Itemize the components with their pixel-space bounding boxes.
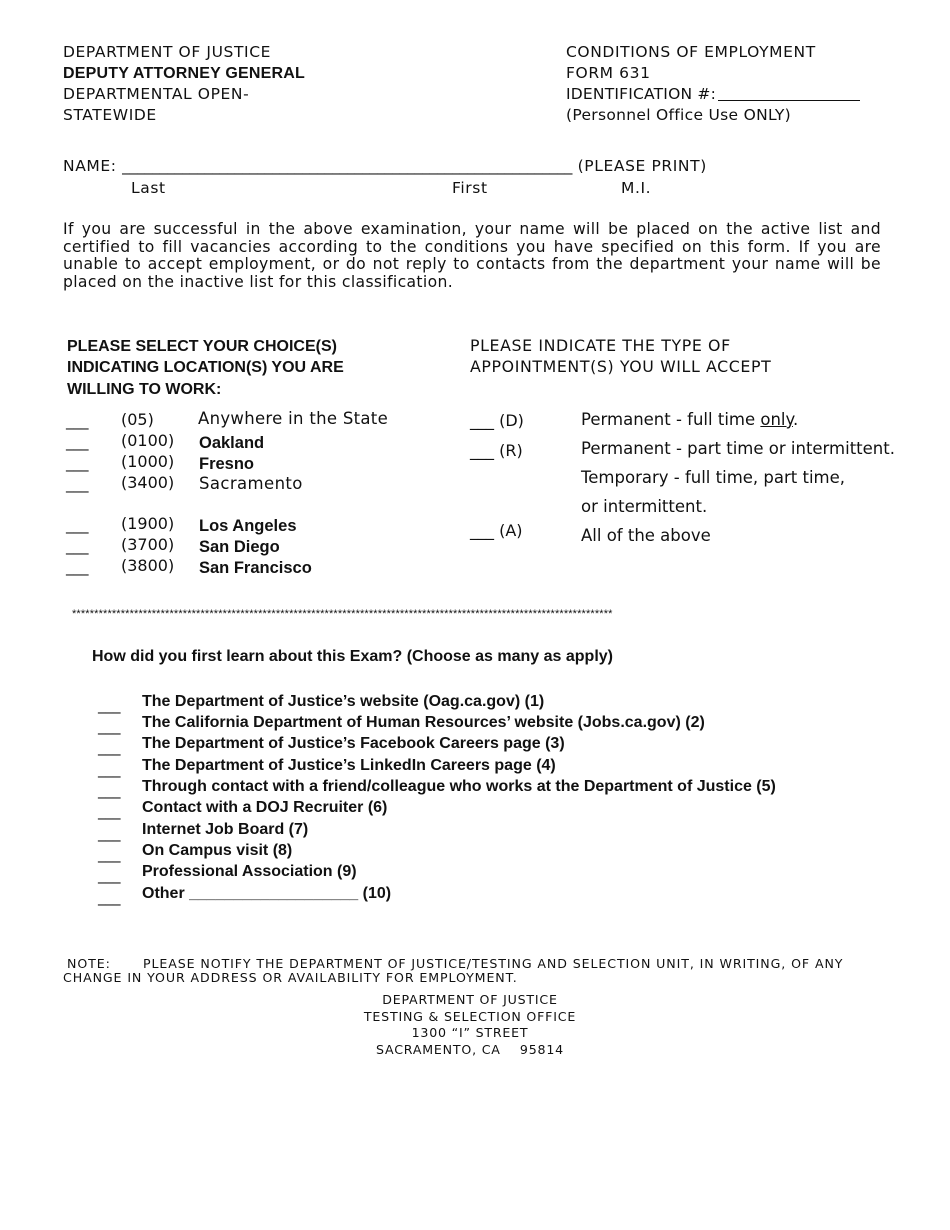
exam-source-question: How did you first learn about this Exam? (Choose as many as apply) [92, 648, 613, 665]
location-name-fresno: Fresno [199, 455, 255, 473]
location-code-fresno: (1000) [121, 452, 175, 471]
identification-label: IDENTIFICATION #: [566, 85, 717, 103]
location-name-san-diego: San Diego [199, 538, 280, 556]
appointment-text-temporary-2: or intermittent. [581, 497, 708, 516]
location-checkbox-oakland[interactable]: ___ [66, 433, 89, 451]
exam-source-checkbox-3[interactable]: ___ [98, 738, 121, 756]
note-line-2: CHANGE IN YOUR ADDRESS OR AVAILABILITY FOR EMPLOYMENT. [63, 970, 518, 985]
department-name: DEPARTMENT OF JUSTICE [63, 43, 272, 61]
address-line-2: TESTING & SELECTION OFFICE [363, 1008, 577, 1024]
location-code-05: (05) [121, 410, 154, 429]
identification-field [566, 84, 860, 105]
address-line-3: 1300 “I” STREET [411, 1025, 529, 1040]
locations-heading-line-2: INDICATING LOCATION(S) YOU ARE [67, 359, 344, 376]
location-name-anywhere: Anywhere in the State [198, 409, 389, 428]
intro-paragraph: If you are successful in the above examination, your name will be placed on the active list and certified to fill vacancies according to the conditions you have specified on this form. If you are unable to accept employment, or do not reply to contacts from the department your name will be placed on the inactive list for this classification. [63, 220, 881, 291]
location-code-san-francisco: (3800) [121, 556, 175, 575]
exam-source-checkbox-9[interactable]: ___ [98, 866, 121, 884]
exam-source-option-4: The Department of Justice’s LinkedIn Careers page (4) [142, 757, 556, 774]
address-line-4: SACRAMENTO, CA 95814 [375, 1041, 564, 1057]
address-block [270, 992, 670, 1058]
exam-source-option-6: Contact with a DOJ Recruiter (6) [142, 799, 388, 816]
exam-source-checkbox-7[interactable]: ___ [98, 824, 121, 842]
location-code-oakland: (0100) [121, 431, 175, 450]
name-input-line[interactable]: ____________________________________________________________ [122, 157, 573, 175]
exam-source-checkbox-10[interactable]: ___ [98, 888, 121, 906]
locations-heading-line-1: PLEASE SELECT YOUR CHOICE(S) [67, 338, 337, 355]
location-name-san-francisco: San Francisco [199, 559, 312, 577]
note-line-1: PLEASE NOTIFY THE DEPARTMENT OF JUSTICE/TESTING AND SELECTION UNIT, IN WRITING, OF ANY [143, 956, 844, 971]
name-label: NAME: [63, 157, 117, 175]
exam-source-option-10: Other ___________________ (10) [142, 885, 392, 902]
job-title: DEPUTY ATTORNEY GENERAL [63, 65, 305, 82]
middle-initial-caption: M.I. [621, 179, 652, 197]
identification-input[interactable] [718, 85, 860, 101]
exam-source-option-2: The California Department of Human Resources’ website (Jobs.ca.gov) (2) [142, 714, 705, 731]
exam-type-line-1: DEPARTMENTAL OPEN- [63, 85, 250, 103]
location-checkbox-sacramento[interactable]: ___ [66, 475, 89, 493]
please-print-note: (PLEASE PRINT) [577, 157, 707, 175]
name-row [63, 157, 707, 175]
exam-source-checkbox-8[interactable]: ___ [98, 845, 121, 863]
location-checkbox-san-francisco[interactable]: ___ [66, 558, 89, 576]
location-checkbox-fresno[interactable]: ___ [66, 454, 89, 472]
exam-source-checkbox-6[interactable]: ___ [98, 802, 121, 820]
location-checkbox-05[interactable]: ___ [66, 412, 89, 430]
appointment-heading-line-1: PLEASE INDICATE THE TYPE OF [470, 336, 731, 355]
location-checkbox-los-angeles[interactable]: ___ [66, 516, 89, 534]
form-number: FORM 631 [566, 64, 651, 82]
only-emphasis: only [760, 410, 793, 429]
exam-source-option-3: The Department of Justice’s Facebook Careers page (3) [142, 735, 565, 752]
address-line-1: DEPARTMENT OF JUSTICE [382, 992, 558, 1007]
exam-source-checkbox-2[interactable]: ___ [98, 717, 121, 735]
exam-source-option-7: Internet Job Board (7) [142, 821, 309, 838]
exam-source-option-5: Through contact with a friend/colleague who works at the Department of Justice (5) [142, 778, 776, 795]
office-use-note: (Personnel Office Use ONLY) [566, 106, 792, 124]
exam-source-option-1: The Department of Justice’s website (Oag.ca.gov) (1) [142, 693, 545, 710]
location-name-oakland: Oakland [199, 434, 265, 452]
appointment-text-a: All of the above [581, 526, 711, 545]
appointment-text-r: Permanent - part time or intermittent. [581, 439, 895, 458]
appointment-text-d: Permanent - full time only. [581, 410, 799, 429]
form-title: CONDITIONS OF EMPLOYMENT [566, 43, 816, 61]
locations-heading-line-3: WILLING TO WORK: [67, 381, 222, 398]
exam-source-checkbox-5[interactable]: ___ [98, 781, 121, 799]
location-code-san-diego: (3700) [121, 535, 175, 554]
appointment-heading-line-2: APPOINTMENT(S) YOU WILL ACCEPT [470, 357, 772, 376]
note-label: NOTE: [67, 956, 111, 971]
appointment-option-a[interactable]: ___ (A) [470, 521, 523, 540]
location-name-los-angeles: Los Angeles [199, 517, 297, 535]
appointment-text-temporary-1: Temporary - full time, part time, [581, 468, 846, 487]
exam-source-checkbox-4[interactable]: ___ [98, 760, 121, 778]
last-name-caption: Last [131, 179, 166, 197]
appointment-option-d[interactable]: ___ (D) [470, 411, 524, 430]
exam-type-line-2: STATEWIDE [63, 106, 157, 124]
location-code-sacramento: (3400) [121, 473, 175, 492]
location-code-los-angeles: (1900) [121, 514, 175, 533]
location-name-sacramento: Sacramento [199, 474, 303, 493]
asterisk-separator: ************************************************************************************************************************** [72, 608, 613, 620]
exam-source-option-8: On Campus visit (8) [142, 842, 293, 859]
appointment-option-r[interactable]: ___ (R) [470, 441, 523, 460]
exam-source-checkbox-1[interactable]: ___ [98, 696, 121, 714]
location-checkbox-san-diego[interactable]: ___ [66, 537, 89, 555]
first-name-caption: First [452, 179, 488, 197]
exam-source-option-9: Professional Association (9) [142, 863, 357, 880]
